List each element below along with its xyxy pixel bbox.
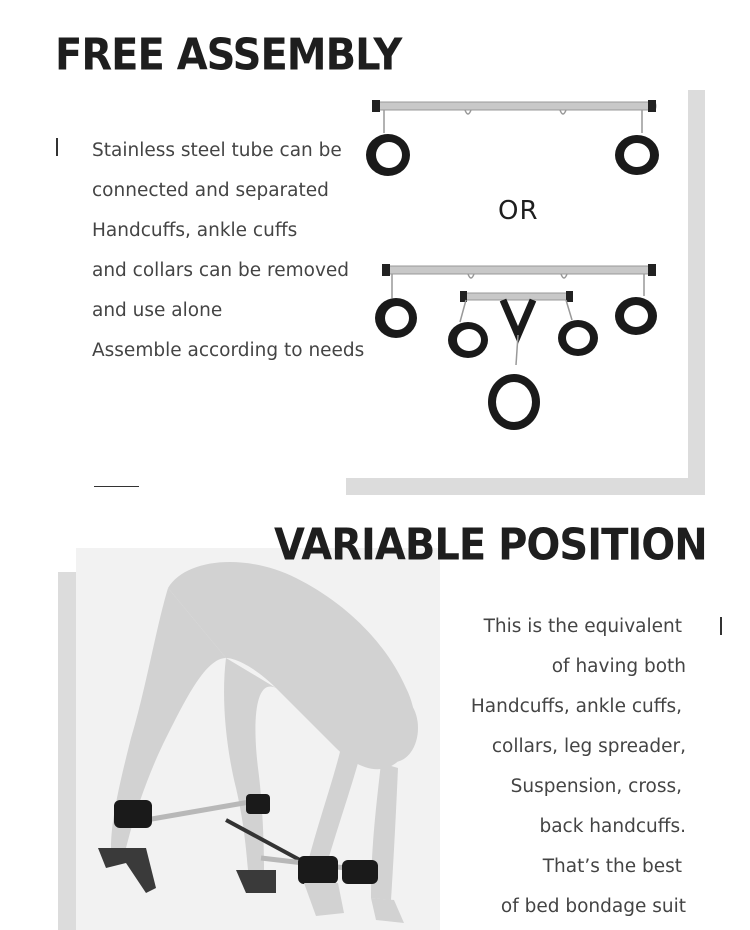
accent-bar-1 bbox=[56, 138, 58, 156]
model-silhouette-photo bbox=[76, 548, 440, 930]
section-2-title: VARIABLE POSITION bbox=[274, 520, 707, 571]
full-cuff-set-illustration bbox=[368, 260, 668, 440]
section-2-line: of having both bbox=[551, 656, 686, 677]
or-label: OR bbox=[498, 196, 539, 226]
section-2-line: This is the equivalent bbox=[483, 616, 682, 637]
section-2-line: That’s the best bbox=[542, 856, 682, 877]
section-1-line: Stainless steel tube can be bbox=[92, 140, 342, 161]
section-2-line: Handcuffs, ankle cuffs, bbox=[470, 696, 682, 717]
section-1-line: Assemble according to needs bbox=[92, 340, 365, 361]
section-1-line: Handcuffs, ankle cuffs bbox=[92, 220, 298, 241]
section-2-line: Suspension, cross, bbox=[510, 776, 682, 797]
section-2-line: back handcuffs. bbox=[539, 816, 686, 837]
section-1-title: FREE ASSEMBLY bbox=[55, 30, 402, 81]
frame-1-right bbox=[688, 90, 705, 495]
frame-1-bottom bbox=[346, 478, 705, 495]
divider-line bbox=[94, 486, 139, 487]
section-1-line: and use alone bbox=[92, 300, 223, 321]
spreader-bar-two-cuffs-illustration bbox=[360, 95, 670, 185]
frame-2-left bbox=[58, 572, 76, 930]
accent-bar-2 bbox=[720, 617, 722, 635]
section-1-line: and collars can be removed bbox=[92, 260, 350, 281]
section-2-line: of bed bondage suit bbox=[500, 896, 686, 917]
section-1-line: connected and separated bbox=[92, 180, 329, 201]
section-2-line: collars, leg spreader, bbox=[491, 736, 686, 757]
